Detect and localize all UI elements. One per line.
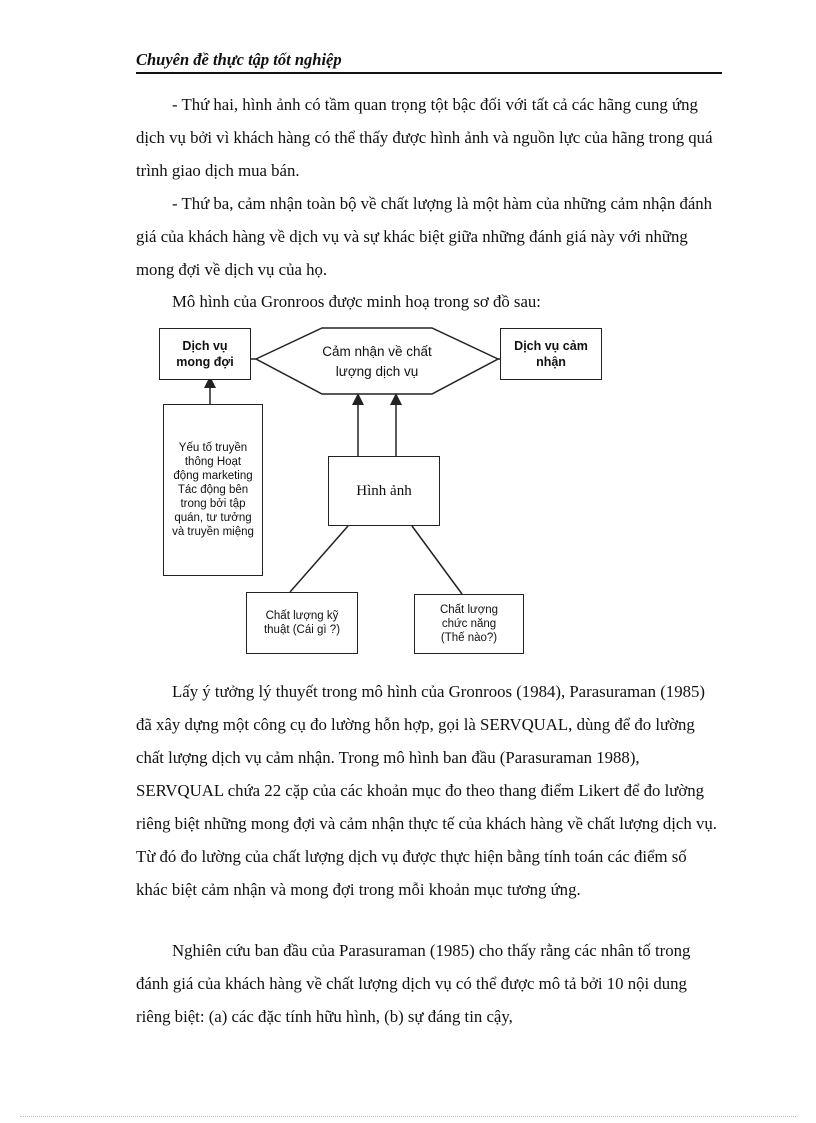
paragraph-servqual: Lấy ý tưởng lý thuyết trong mô hình của Gronroos (1984), Parasuraman (1985) đã xây dựng một công cụ đo lường hỗn hợp, gọi là SERVQUAL, dùng để đo lường chất lượng dịch vụ cảm nhận. Trong mô hình ban đầu (Parasuraman 1988), SERVQUAL chứa 22 cặp của các khoản mục đo theo thang điểm Likert để đo lường riêng biệt những mong đợi và cảm nhận thực tế của khách hàng về chất lượng dịch vụ. Từ đó đo lường của chất lượng dịch vụ được thực hiện bằng tính toán các điểm số khác biệt cảm nhận và mong đợi trong mỗi khoản mục tương ứng. [136, 682, 717, 899]
communication-factors-box: Yếu tố truyền thông Hoạt động marketing Tác động bên trong bởi tập quán, tư tưởng và truyền miệng [163, 404, 263, 576]
link-functional-to-image [412, 526, 462, 594]
functional-quality-box: Chất lượng chức năng (Thế nào?) [414, 594, 524, 654]
technical-quality-box: Chất lượng kỹ thuật (Cái gì ?) [246, 592, 358, 654]
paragraph-diagram-intro: Mô hình của Gronroos được minh hoạ trong sơ đồ sau: [172, 292, 541, 311]
expected-service-box: Dịch vụ mong đợi [159, 328, 251, 380]
page-header [136, 46, 722, 74]
paragraph-second-point: - Thứ hai, hình ảnh có tầm quan trọng tột bậc đối với tất cả các hãng cung ứng dịch vụ bởi vì khách hàng có thể thấy được hình ảnh và nguồn lực của hãng trong quá trình giao dịch mua bán. [136, 95, 713, 180]
paragraph-parasuraman-research: Nghiên cứu ban đầu của Parasuraman (1985) cho thấy rằng các nhân tố trong đánh giá của khách hàng về chất lượng dịch vụ có thể được mô tả bởi 10 nội dung riêng biệt: (a) các đặc tính hữu hình, (b) sự đáng tin cậy, [136, 941, 691, 1026]
paragraph-third-point: - Thứ ba, cảm nhận toàn bộ về chất lượng là một hàm của những cảm nhận đánh giá của khách hàng về dịch vụ và sự khác biệt giữa những đánh giá này với những mong đợi về dịch vụ của họ. [136, 194, 713, 279]
link-technical-to-image [290, 526, 348, 592]
perceived-service-box: Dịch vụ cảm nhận [500, 328, 602, 380]
gronroos-model-diagram [150, 324, 610, 664]
image-box: Hình ảnh [328, 456, 440, 526]
page-bottom-divider [20, 1116, 796, 1117]
header-title: Chuyên đề thực tập tốt nghiệp [136, 50, 342, 69]
perceived-quality-label: Cảm nhận về chất lượng dịch vụ [322, 344, 432, 379]
